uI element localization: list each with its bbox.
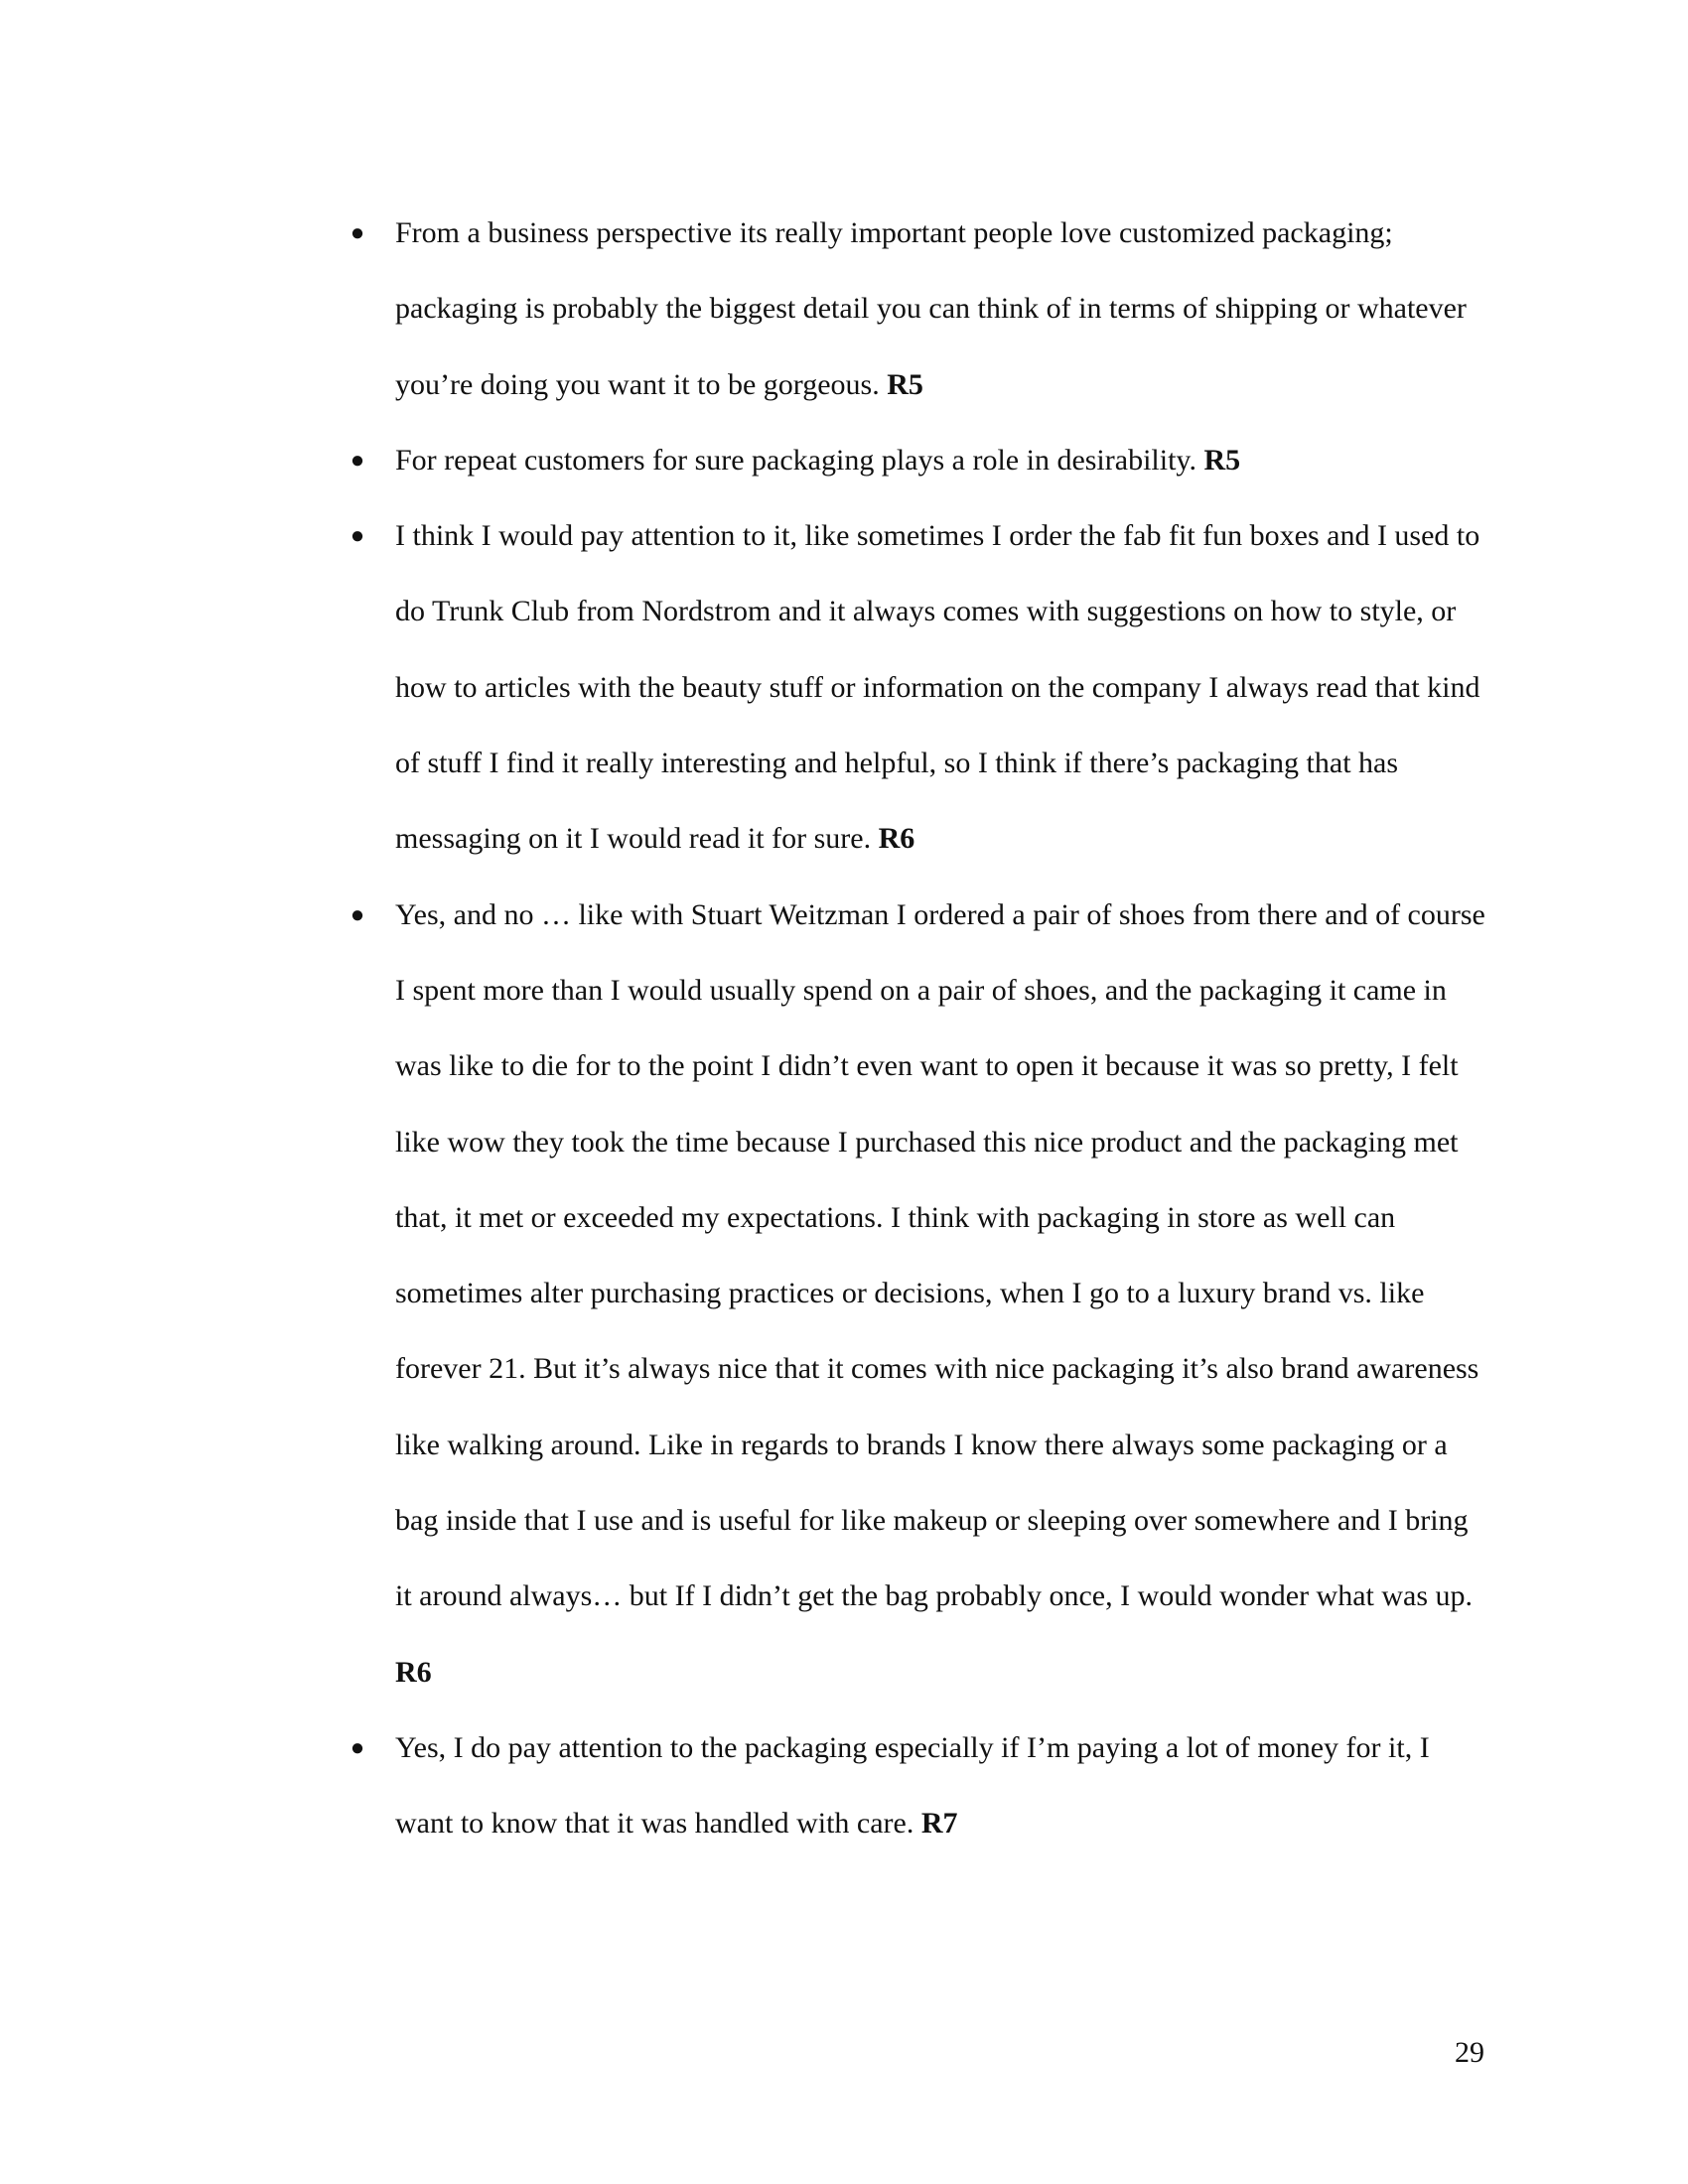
respondent-code: R6	[878, 822, 915, 856]
list-item	[348, 498, 1489, 877]
quote-text: For repeat customers for sure packaging plays a role in desirability.	[395, 443, 1196, 477]
respondent-code: R5	[887, 367, 923, 401]
bullet-icon: ●	[350, 1734, 365, 1761]
quote-text: Yes, and no … like with Stuart Weitzman I ordered a pair of shoes from there and of course I spent more than I would usually spend on a pair of shoes, and the packaging it came in was like to die for to the point I didn’t even want to open it because it was so pretty, I felt like wow they took the time because I purchased this nice product and the packaging met that, it met or exceeded my expectations. I think with packaging in store as well can sometimes alter purchasing practices or decisions, when I go to a luxury brand vs. like forever 21. But it’s always nice that it comes with nice packaging it’s also brand awareness like walking around. Like in regards to brands I know there always some packaging or a bag inside that I use and is useful for like makeup or sleeping over somewhere and I bring it around always… but If I didn’t get the bag probably once, I would wonder what was up.	[395, 897, 1485, 1613]
bullet-icon: ●	[350, 220, 365, 246]
quote-text: Yes, I do pay attention to the packaging especially if I’m paying a lot of money for it, I want to know that it was handled with care.	[395, 1730, 1430, 1841]
list-item	[348, 423, 1489, 498]
list-item	[348, 1710, 1489, 1862]
bullet-icon: ●	[350, 447, 365, 474]
bullet-icon: ●	[350, 523, 365, 550]
quote-text: From a business perspective its really important people love customized packaging; packaging is probably the biggest detail you can think of in terms of shipping or whatever you’re doing you want it to be gorgeous.	[395, 216, 1467, 401]
list-item	[348, 878, 1489, 1710]
list-item	[348, 196, 1489, 423]
respondent-code: R6	[395, 1655, 432, 1689]
quote-list	[348, 196, 1489, 1862]
bullet-icon: ●	[350, 901, 365, 928]
page-number: 29	[1455, 2036, 1484, 2069]
respondent-code: R5	[1203, 443, 1241, 477]
respondent-code: R7	[920, 1807, 958, 1841]
quote-text: I think I would pay attention to it, like sometimes I order the fab fit fun boxes and I used to do Trunk Club from Nordstrom and it always comes with suggestions on how to style, or how to articles with the beauty stuff or information on the company I always read that kind of stuff I find it really interesting and helpful, so I think if there’s packaging that has messaging on it I would read it for sure.	[395, 519, 1480, 856]
